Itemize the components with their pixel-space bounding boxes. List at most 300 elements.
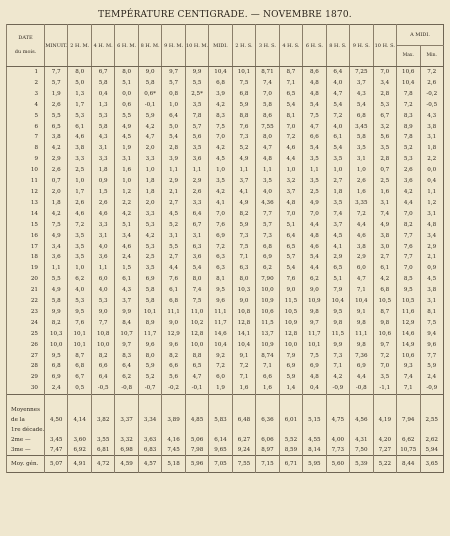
- table-row: [7, 78, 444, 89]
- mean-label: [7, 435, 45, 445]
- value-cell: 10,0: [45, 340, 68, 351]
- col-header: 6 H. M.: [115, 25, 138, 67]
- value-cell: 5,7: [45, 78, 68, 89]
- value-cell: 5,5: [185, 78, 208, 89]
- value-cell: 3,1: [420, 132, 444, 143]
- table-row: [7, 231, 444, 242]
- mean-row: [7, 445, 444, 456]
- value-cell: 3,3: [138, 209, 161, 220]
- general-mean-cell: 5,60: [326, 456, 349, 473]
- value-cell: 5,1: [326, 274, 349, 285]
- value-cell: 6,5: [279, 89, 302, 100]
- mean-value-cell: 6,83: [138, 445, 161, 456]
- value-cell: 0,6*: [138, 89, 161, 100]
- value-cell: 6,8: [68, 361, 91, 372]
- value-cell: 8,3: [115, 351, 138, 362]
- day-cell: 5: [7, 111, 45, 122]
- value-cell: -0,2: [162, 383, 185, 394]
- mean-value-cell: 8,59: [279, 445, 302, 456]
- value-cell: 3,6: [397, 176, 420, 187]
- value-cell: 7,5: [232, 242, 255, 253]
- value-cell: 4,5: [326, 231, 349, 242]
- value-cell: 5,4: [279, 263, 302, 274]
- day-cell: 25: [7, 329, 45, 340]
- mean-value-cell: 6,14: [209, 435, 232, 445]
- value-cell: 6,2: [115, 372, 138, 383]
- value-cell: 1,6: [256, 383, 279, 394]
- value-cell: 7,7: [397, 252, 420, 263]
- value-cell: 2,9: [326, 252, 349, 263]
- value-cell: 8,3: [397, 111, 420, 122]
- value-cell: 1,0: [209, 165, 232, 176]
- value-cell: 9,5: [68, 307, 91, 318]
- value-cell: 8,9: [397, 122, 420, 133]
- value-cell: 4,3: [350, 89, 373, 100]
- value-cell: 7,7: [420, 351, 444, 362]
- mean-label: [7, 405, 45, 435]
- value-cell: 8,9: [138, 318, 161, 329]
- value-cell: 5,4: [303, 143, 326, 154]
- value-cell: 3,5: [68, 242, 91, 253]
- value-cell: 1,0: [350, 165, 373, 176]
- value-cell: 5,2: [397, 143, 420, 154]
- value-cell: 10,4: [209, 67, 232, 78]
- value-cell: 6,7: [185, 220, 208, 231]
- value-cell: 5,7: [185, 122, 208, 133]
- value-cell: 6,8: [350, 111, 373, 122]
- value-cell: 9,5: [397, 285, 420, 296]
- mean-value-cell: 7,47: [45, 445, 68, 456]
- value-cell: 4,8: [303, 78, 326, 89]
- value-cell: 7,3: [232, 231, 255, 242]
- value-cell: 3,4: [373, 78, 396, 89]
- value-cell: 4,4: [350, 220, 373, 231]
- value-cell: 5,9: [232, 220, 255, 231]
- table-row: [7, 143, 444, 154]
- day-cell: 11: [7, 176, 45, 187]
- general-mean-cell: 5,22: [373, 456, 396, 473]
- value-cell: 7,9: [279, 351, 302, 362]
- value-cell: 2,8: [373, 89, 396, 100]
- value-cell: 2,5: [68, 165, 91, 176]
- general-mean-cell: 5,96: [185, 456, 208, 473]
- value-cell: 5,2: [162, 220, 185, 231]
- value-cell: 8,0: [256, 132, 279, 143]
- mean-value-cell: 5,52: [279, 435, 302, 445]
- value-cell: 1,1: [162, 165, 185, 176]
- value-cell: 7,2: [232, 361, 255, 372]
- table-row: [7, 263, 444, 274]
- value-cell: 7,0: [256, 89, 279, 100]
- mean-value-cell: 4,55: [303, 435, 326, 445]
- value-cell: 4,0: [256, 187, 279, 198]
- value-cell: 11,1: [209, 307, 232, 318]
- value-cell: 8,8: [185, 351, 208, 362]
- general-mean-cell: 4,91: [68, 456, 91, 473]
- value-cell: 6,7: [91, 67, 114, 78]
- value-cell: 5,5: [45, 274, 68, 285]
- value-cell: 2,4: [115, 252, 138, 263]
- value-cell: 10,4: [397, 78, 420, 89]
- value-cell: 7,0: [279, 122, 302, 133]
- value-cell: 3,7: [326, 220, 349, 231]
- general-mean-cell: 5,07: [45, 456, 68, 473]
- value-cell: 10,9: [256, 296, 279, 307]
- value-cell: 2,5: [373, 176, 396, 187]
- value-cell: 6,9: [256, 252, 279, 263]
- value-cell: 11,7: [138, 329, 161, 340]
- value-cell: 8,6: [256, 111, 279, 122]
- value-cell: 9,0: [91, 307, 114, 318]
- mean-value-cell: 4,75: [326, 405, 349, 435]
- value-cell: 4,4: [303, 220, 326, 231]
- value-cell: 1,0: [68, 176, 91, 187]
- value-cell: -0,5: [420, 100, 444, 111]
- value-cell: 6,1: [162, 285, 185, 296]
- value-cell: 3,5: [373, 143, 396, 154]
- value-cell: 6,1: [115, 274, 138, 285]
- value-cell: 4,4: [350, 372, 373, 383]
- day-cell: 16: [7, 231, 45, 242]
- value-cell: 4,9: [232, 154, 255, 165]
- mean-rows: [7, 395, 444, 473]
- value-cell: 0,7: [373, 165, 396, 176]
- value-cell: 7,7: [91, 318, 114, 329]
- table-row: [7, 351, 444, 362]
- value-cell: 6,4: [91, 372, 114, 383]
- value-cell: 9,7: [303, 318, 326, 329]
- value-cell: 4,0: [68, 285, 91, 296]
- general-mean-cell: 7,55: [232, 456, 255, 473]
- value-cell: 7,1: [350, 285, 373, 296]
- value-cell: 14,6: [209, 329, 232, 340]
- mean-value-cell: 4,50: [45, 405, 68, 435]
- mean-value-cell: 6,62: [397, 435, 420, 445]
- value-cell: 6,1: [326, 132, 349, 143]
- value-cell: 7,5: [45, 220, 68, 231]
- value-cell: 7,9: [326, 285, 349, 296]
- general-mean-cell: 4,59: [115, 456, 138, 473]
- value-cell: 10,5: [279, 307, 302, 318]
- value-cell: 3,7: [350, 78, 373, 89]
- value-cell: 4,1: [232, 187, 255, 198]
- value-cell: 4,8: [420, 220, 444, 231]
- value-cell: 8,7: [373, 307, 396, 318]
- value-cell: 11,5: [326, 329, 349, 340]
- value-cell: 0,4: [303, 383, 326, 394]
- value-cell: 5,5: [162, 242, 185, 253]
- value-cell: 9,0: [303, 285, 326, 296]
- value-cell: 7,8: [397, 89, 420, 100]
- value-cell: 2,1: [420, 252, 444, 263]
- col-header: 6 H. S.: [303, 25, 326, 67]
- value-cell: 2,9: [162, 176, 185, 187]
- value-cell: 6,8: [256, 242, 279, 253]
- value-cell: 1,0: [326, 165, 349, 176]
- value-cell: 9,7: [115, 340, 138, 351]
- value-cell: 4,8: [303, 231, 326, 242]
- day-cell: 20: [7, 274, 45, 285]
- value-cell: 6,5: [45, 122, 68, 133]
- value-cell: 0,0: [420, 165, 444, 176]
- value-cell: 4,2: [115, 209, 138, 220]
- value-cell: 4,1: [209, 198, 232, 209]
- page-title: TEMPÉRATURE CENTIGRADE. — NOVEMBRE 1870.: [98, 10, 352, 20]
- mean-value-cell: 3,82: [91, 405, 114, 435]
- table-row: [7, 361, 444, 372]
- mean-value-cell: 7,27: [373, 445, 396, 456]
- value-cell: 5,8: [350, 132, 373, 143]
- value-cell: 4,9: [115, 122, 138, 133]
- value-cell: 10,1: [138, 307, 161, 318]
- value-cell: 4,2: [45, 209, 68, 220]
- mean-value-cell: 4,31: [350, 435, 373, 445]
- value-cell: 9,2: [209, 351, 232, 362]
- value-cell: 10,1: [232, 67, 255, 78]
- value-cell: 7,25: [350, 67, 373, 78]
- value-cell: -1,1: [373, 383, 396, 394]
- value-cell: 3,3: [138, 154, 161, 165]
- value-cell: 3,4: [420, 231, 444, 242]
- value-cell: 8,0: [232, 274, 255, 285]
- value-cell: 9,0: [232, 296, 255, 307]
- table-row: [7, 122, 444, 133]
- table-row: [7, 274, 444, 285]
- value-cell: 8,4: [115, 318, 138, 329]
- mean-value-cell: 6,92: [68, 445, 91, 456]
- value-cell: 8,0: [115, 67, 138, 78]
- value-cell: 1,2: [420, 198, 444, 209]
- table-row: [7, 372, 444, 383]
- value-cell: 7,1: [279, 78, 302, 89]
- value-cell: 10,6: [373, 329, 396, 340]
- table-row: [7, 252, 444, 263]
- value-cell: 3,9: [162, 154, 185, 165]
- value-cell: 8,2: [91, 351, 114, 362]
- value-cell: 3,1: [115, 154, 138, 165]
- value-cell: 3,1: [350, 154, 373, 165]
- value-cell: 5,3: [91, 111, 114, 122]
- col-header: 8 H. M.: [138, 25, 161, 67]
- col-header: 9 H. M.: [162, 25, 185, 67]
- value-cell: 4,5: [162, 209, 185, 220]
- value-cell: 7,2: [373, 351, 396, 362]
- value-cell: 3,9: [209, 89, 232, 100]
- value-cell: 7,5: [232, 78, 255, 89]
- mean-value-cell: 4,14: [68, 405, 91, 435]
- value-cell: 6,0: [91, 274, 114, 285]
- value-cell: 2,5: [138, 252, 161, 263]
- mean-value-cell: 3,63: [138, 435, 161, 445]
- value-cell: 11,1: [350, 329, 373, 340]
- value-cell: 4,9: [303, 198, 326, 209]
- value-cell: 5,7: [162, 78, 185, 89]
- value-cell: 10,3: [232, 285, 255, 296]
- value-cell: 5,5: [45, 111, 68, 122]
- value-cell: 3,8: [350, 242, 373, 253]
- value-cell: 4,7: [303, 122, 326, 133]
- value-cell: 0,9: [420, 263, 444, 274]
- value-cell: 5,1: [115, 78, 138, 89]
- value-cell: 6,5: [185, 361, 208, 372]
- value-cell: 3,5: [138, 263, 161, 274]
- value-cell: 2,7: [162, 252, 185, 263]
- temperature-table: [6, 24, 444, 473]
- mean-label-text: 3me —: [11, 447, 31, 454]
- value-cell: 3,6: [185, 154, 208, 165]
- value-cell: 14,9: [397, 340, 420, 351]
- value-cell: 7,0: [209, 132, 232, 143]
- general-mean-cell: 5,95: [303, 456, 326, 473]
- mean-value-cell: 6,06: [256, 435, 279, 445]
- a-midi-header: A MIDI.: [397, 25, 444, 46]
- table-row: [7, 220, 444, 231]
- value-cell: 7,6: [279, 274, 302, 285]
- value-cell: 4,6: [115, 242, 138, 253]
- value-cell: 6,7: [68, 372, 91, 383]
- value-cell: 10,4: [232, 340, 255, 351]
- table-row: [7, 67, 444, 78]
- value-cell: 3,8: [45, 132, 68, 143]
- value-cell: 3,5: [68, 252, 91, 263]
- value-cell: 2,7: [373, 252, 396, 263]
- value-cell: 8,7: [68, 351, 91, 362]
- value-cell: 7,2: [326, 111, 349, 122]
- value-cell: 3,3: [68, 154, 91, 165]
- mean-value-cell: 4,85: [185, 405, 208, 435]
- value-cell: 4,0: [91, 242, 114, 253]
- value-cell: 4,1: [326, 242, 349, 253]
- value-cell: 9,8: [373, 318, 396, 329]
- value-cell: 1,8: [91, 165, 114, 176]
- value-cell: 1,1: [185, 165, 208, 176]
- spacer-row: [7, 395, 444, 406]
- value-cell: 12,8: [185, 329, 208, 340]
- day-cell: 10: [7, 165, 45, 176]
- value-cell: 4,2: [373, 274, 396, 285]
- value-cell: 4,3: [115, 285, 138, 296]
- header-row: [7, 25, 444, 46]
- value-cell: 3,8: [420, 285, 444, 296]
- value-cell: 3,35: [350, 198, 373, 209]
- table-row: [7, 307, 444, 318]
- value-cell: 5,3: [373, 100, 396, 111]
- value-cell: 2,8: [162, 143, 185, 154]
- table-row: [7, 285, 444, 296]
- day-cell: 22: [7, 296, 45, 307]
- value-cell: 4,2: [138, 231, 161, 242]
- value-cell: 2,7: [162, 198, 185, 209]
- value-cell: 3,3: [91, 220, 114, 231]
- value-cell: 5,8: [256, 100, 279, 111]
- value-cell: 8,5: [397, 274, 420, 285]
- value-cell: 7,0: [209, 209, 232, 220]
- value-cell: 5,2: [232, 143, 255, 154]
- general-mean-cell: 6,71: [279, 456, 302, 473]
- value-cell: 9,6: [162, 340, 185, 351]
- day-cell: 4: [7, 100, 45, 111]
- value-cell: 1,9: [209, 383, 232, 394]
- value-cell: 0,9: [91, 176, 114, 187]
- value-cell: 10,8: [232, 307, 255, 318]
- value-cell: 11,0: [185, 307, 208, 318]
- value-cell: 7,36: [350, 351, 373, 362]
- value-cell: 4,2: [397, 187, 420, 198]
- value-cell: 1,0: [162, 100, 185, 111]
- value-cell: 1,1: [256, 165, 279, 176]
- value-cell: 11,7: [209, 318, 232, 329]
- value-cell: 1,6: [115, 165, 138, 176]
- value-cell: -0,8: [115, 383, 138, 394]
- value-cell: 9,0: [138, 67, 161, 78]
- value-cell: 8,1: [279, 111, 302, 122]
- value-cell: 10,0: [279, 340, 302, 351]
- value-cell: 10,4: [209, 340, 232, 351]
- value-cell: 3,5: [209, 176, 232, 187]
- value-cell: 5,4: [350, 100, 373, 111]
- value-cell: 0,4: [420, 176, 444, 187]
- value-cell: 4,4: [162, 263, 185, 274]
- value-cell: 1,6: [350, 187, 373, 198]
- value-cell: 3,0: [373, 242, 396, 253]
- value-cell: 10,1: [68, 340, 91, 351]
- value-cell: 4,5: [115, 132, 138, 143]
- value-cell: 4,6: [279, 143, 302, 154]
- value-cell: 2,7: [326, 176, 349, 187]
- value-cell: 5,6: [185, 132, 208, 143]
- value-cell: 14,1: [232, 329, 255, 340]
- day-cell: 9: [7, 154, 45, 165]
- value-cell: 4,2: [209, 143, 232, 154]
- col-header: 4 H. S.: [279, 25, 302, 67]
- value-cell: 3,8: [373, 231, 396, 242]
- value-cell: 10,4: [326, 296, 349, 307]
- value-cell: -0,2: [420, 89, 444, 100]
- value-cell: 6,6: [162, 361, 185, 372]
- value-cell: 11,6: [397, 307, 420, 318]
- value-cell: 7,0: [373, 361, 396, 372]
- value-cell: 7,2: [68, 220, 91, 231]
- value-cell: 4,6: [68, 132, 91, 143]
- mean-value-cell: 3,37: [115, 405, 138, 435]
- value-cell: 7,2: [350, 209, 373, 220]
- mean-value-cell: 6,36: [256, 405, 279, 435]
- day-cell: 28: [7, 361, 45, 372]
- value-cell: 4,7: [185, 372, 208, 383]
- value-cell: 10,5: [397, 296, 420, 307]
- value-cell: 5,7: [279, 252, 302, 263]
- value-cell: 10,9: [303, 296, 326, 307]
- value-cell: 4,4: [303, 263, 326, 274]
- value-cell: 4,5: [420, 274, 444, 285]
- table-row: [7, 111, 444, 122]
- table-row: [7, 383, 444, 394]
- value-cell: 6,1: [68, 122, 91, 133]
- value-cell: 1,1: [303, 165, 326, 176]
- value-cell: 1,8: [326, 187, 349, 198]
- value-cell: 4,6: [68, 209, 91, 220]
- value-cell: 3,6: [45, 252, 68, 263]
- value-cell: 3,1: [91, 143, 114, 154]
- general-mean-label: Moy. gén.: [7, 456, 45, 473]
- day-cell: 19: [7, 263, 45, 274]
- value-cell: 10,6: [256, 307, 279, 318]
- value-cell: 5,9: [138, 111, 161, 122]
- mean-value-cell: 6,01: [279, 405, 302, 435]
- value-cell: 3,5: [303, 154, 326, 165]
- value-cell: 2,9: [185, 176, 208, 187]
- value-cell: 2,6: [91, 198, 114, 209]
